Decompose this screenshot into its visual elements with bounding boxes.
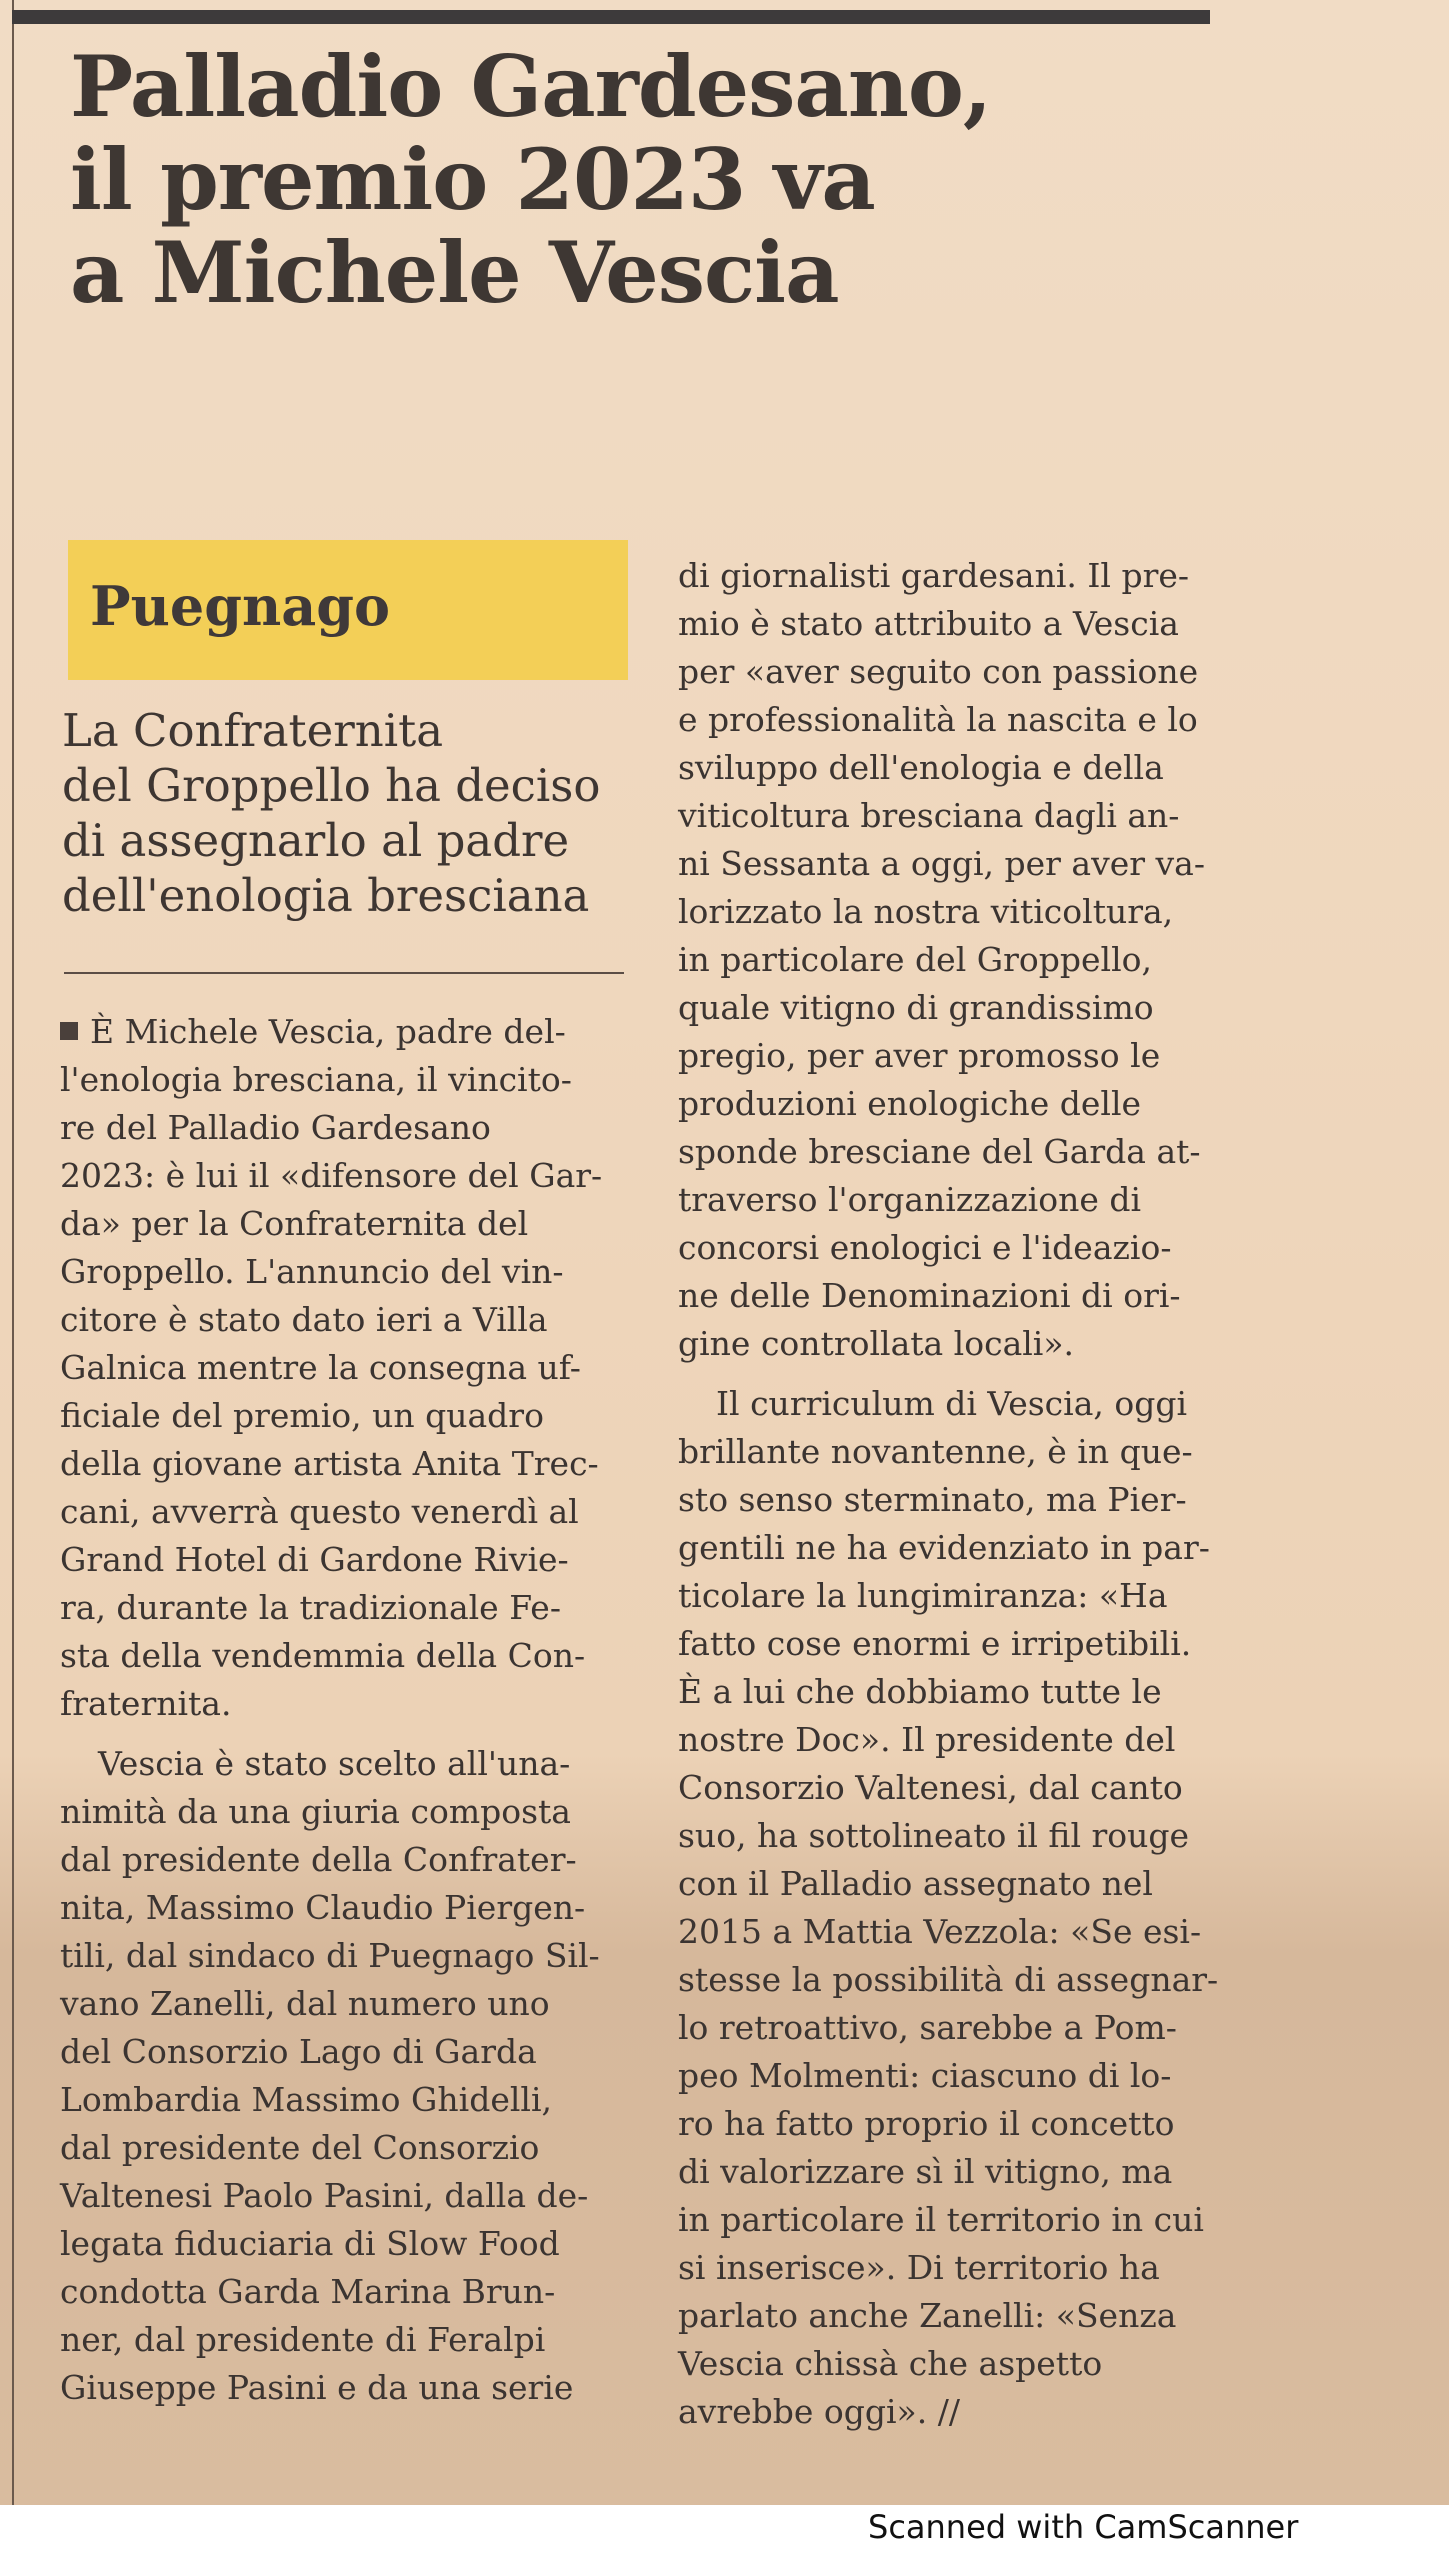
- body-line: Il curriculum di Vescia, oggi: [716, 1384, 1188, 1423]
- body-line: 2015 a Mattia Vezzola: «Se esi-: [678, 1912, 1202, 1951]
- body-line: in particolare del Groppello,: [678, 940, 1153, 979]
- body-line: della giovane artista Anita Trec-: [60, 1444, 599, 1483]
- body-line: nimità da una giuria composta: [60, 1792, 571, 1831]
- body-line: e professionalità la nascita e lo: [678, 700, 1198, 739]
- body-line: l'enologia bresciana, il vincito-: [60, 1060, 572, 1099]
- top-border-rule: [12, 10, 1210, 24]
- body-line: citore è stato dato ieri a Villa: [60, 1300, 548, 1339]
- body-line: gine controllata locali».: [678, 1324, 1075, 1363]
- body-line: traverso l'organizzazione di: [678, 1180, 1142, 1219]
- body-line: fraternita.: [60, 1684, 232, 1723]
- body-line: produzioni enologiche delle: [678, 1084, 1142, 1123]
- body-line: stesse la possibilità di assegnar-: [678, 1960, 1219, 1999]
- body-line: ficiale del premio, un quadro: [60, 1396, 544, 1435]
- body-line: ne delle Denominazioni di ori-: [678, 1276, 1181, 1315]
- body-line: dal presidente della Confrater-: [60, 1840, 577, 1879]
- body-line: Galnica mentre la consegna uf-: [60, 1348, 581, 1387]
- body-line: dal presidente del Consorzio: [60, 2128, 540, 2167]
- subhead-line: del Groppello ha deciso: [62, 759, 601, 812]
- body-line: È a lui che dobbiamo tutte le: [678, 1672, 1162, 1711]
- body-line: da» per la Confraternita del: [60, 1204, 529, 1243]
- body-line: legata fiduciaria di Slow Food: [60, 2224, 560, 2263]
- square-bullet-icon: [60, 1022, 78, 1040]
- body-line: peo Molmenti: ciascuno di lo-: [678, 2056, 1172, 2095]
- body-line: per «aver seguito con passione: [678, 652, 1199, 691]
- headline-line: il premio 2023 va: [70, 130, 875, 229]
- body-line: Valtenesi Paolo Pasini, dalla de-: [60, 2176, 589, 2215]
- subhead-line: dell'enologia bresciana: [62, 869, 590, 922]
- article-column-left: [60, 1008, 630, 2412]
- article-column-right: [678, 552, 1248, 2436]
- body-line: ni Sessanta a oggi, per aver va-: [678, 844, 1205, 883]
- scanner-watermark: Scanned with CamScanner: [868, 2508, 1299, 2546]
- body-line: sponde bresciane del Garda at-: [678, 1132, 1201, 1171]
- subhead-divider: [64, 972, 624, 974]
- body-line: Vescia è stato scelto all'una-: [98, 1744, 571, 1783]
- body-line: Consorzio Valtenesi, dal canto: [678, 1768, 1183, 1807]
- location-kicker: [68, 540, 628, 680]
- kicker-label: Puegnago: [90, 574, 391, 638]
- subhead-line: di assegnarlo al padre: [62, 814, 570, 867]
- body-line: nita, Massimo Claudio Piergen-: [60, 1888, 586, 1927]
- body-line: sviluppo dell'enologia e della: [678, 748, 1164, 787]
- body-line: nostre Doc». Il presidente del: [678, 1720, 1176, 1759]
- headline-line: Palladio Gardesano,: [70, 37, 992, 136]
- headline: [70, 37, 1220, 322]
- body-line: di giornalisti gardesani. Il pre-: [678, 556, 1190, 595]
- body-line: ner, dal presidente di Feralpi: [60, 2320, 546, 2359]
- body-line: È Michele Vescia, padre del-: [60, 1008, 630, 1056]
- body-line: gentili ne ha evidenziato in par-: [678, 1528, 1210, 1567]
- body-line: in particolare il territorio in cui: [678, 2200, 1204, 2239]
- body-line: Grand Hotel di Gardone Rivie-: [60, 1540, 569, 1579]
- body-line: Groppello. L'annuncio del vin-: [60, 1252, 564, 1291]
- body-line: mio è stato attribuito a Vescia: [678, 604, 1179, 643]
- body-line: lorizzato la nostra viticoltura,: [678, 892, 1174, 931]
- body-line: del Consorzio Lago di Garda: [60, 2032, 537, 2071]
- body-line: Vescia chissà che aspetto: [678, 2344, 1103, 2383]
- body-line: cani, avverrà questo venerdì al: [60, 1492, 579, 1531]
- body-line: di valorizzare sì il vitigno, ma: [678, 2152, 1173, 2191]
- body-line: sta della vendemmia della Con-: [60, 1636, 586, 1675]
- body-line: ticolare la lungimiranza: «Ha: [678, 1576, 1168, 1615]
- body-line: quale vitigno di grandissimo: [678, 988, 1154, 1027]
- body-line: fatto cose enormi e irripetibili.: [678, 1624, 1192, 1663]
- body-line: lo retroattivo, sarebbe a Pom-: [678, 2008, 1177, 2047]
- body-line: si inserisce». Di territorio ha: [678, 2248, 1160, 2287]
- body-line: re del Palladio Gardesano: [60, 1108, 491, 1147]
- subheadline: [62, 703, 642, 923]
- body-line: Lombardia Massimo Ghidelli,: [60, 2080, 553, 2119]
- body-line: vano Zanelli, dal numero uno: [60, 1984, 550, 2023]
- body-line: tili, dal sindaco di Puegnago Sil-: [60, 1936, 600, 1975]
- body-line: parlato anche Zanelli: «Senza: [678, 2296, 1177, 2335]
- body-line: 2023: è lui il «difensore del Gar-: [60, 1156, 603, 1195]
- body-line: sto senso sterminato, ma Pier-: [678, 1480, 1187, 1519]
- body-line: suo, ha sottolineato il fil rouge: [678, 1816, 1190, 1855]
- body-line: brillante novantenne, è in que-: [678, 1432, 1193, 1471]
- body-line: condotta Garda Marina Brun-: [60, 2272, 556, 2311]
- headline-line: a Michele Vescia: [70, 223, 839, 322]
- subhead-line: La Confraternita: [62, 704, 444, 757]
- body-line: avrebbe oggi». //: [678, 2392, 960, 2431]
- body-line: pregio, per aver promosso le: [678, 1036, 1161, 1075]
- body-line: Giuseppe Pasini e da una serie: [60, 2368, 574, 2407]
- body-line: con il Palladio assegnato nel: [678, 1864, 1153, 1903]
- body-line: concorsi enologici e l'ideazio-: [678, 1228, 1172, 1267]
- body-line: ra, durante la tradizionale Fe-: [60, 1588, 561, 1627]
- body-line: ro ha fatto proprio il concetto: [678, 2104, 1175, 2143]
- body-line: viticoltura bresciana dagli an-: [678, 796, 1180, 835]
- left-border-rule: [12, 0, 14, 2505]
